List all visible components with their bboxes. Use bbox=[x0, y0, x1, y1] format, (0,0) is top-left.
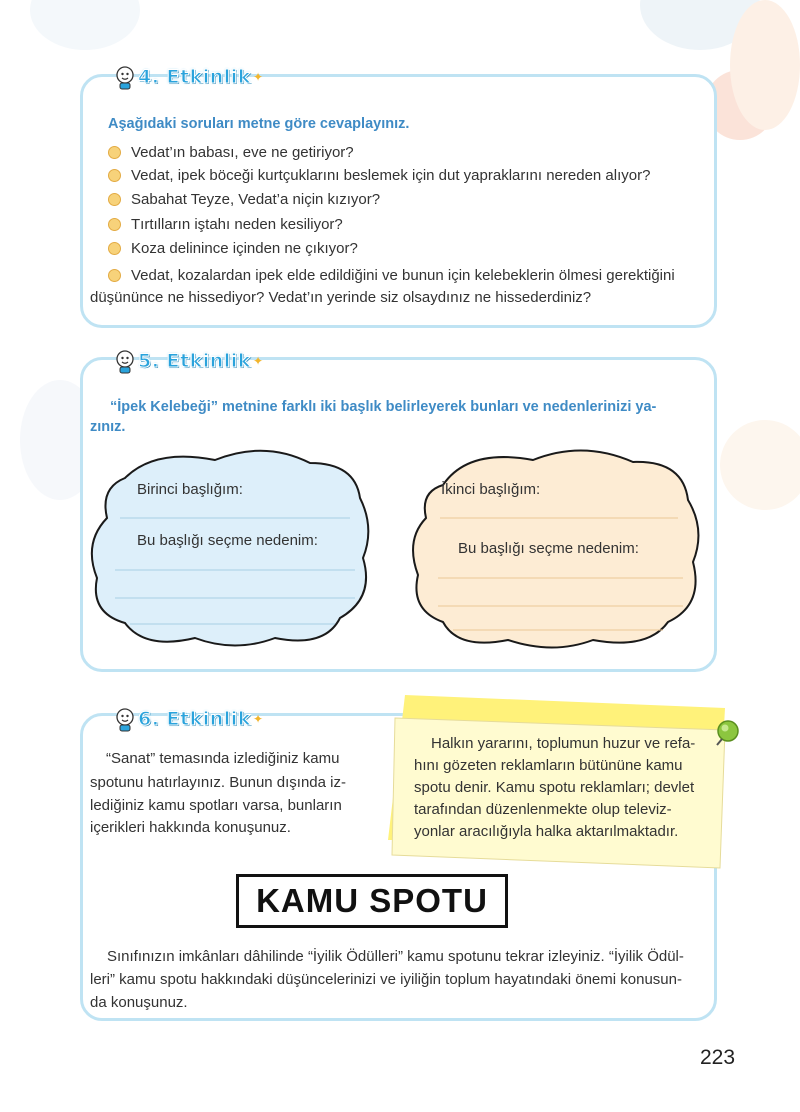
page-number: 223 bbox=[700, 1046, 736, 1069]
bullet-icon bbox=[108, 193, 121, 206]
background-dot bbox=[730, 0, 800, 130]
background-dot bbox=[720, 420, 800, 510]
question-text: Vedat, ipek böceği kurtçuklarını beslemek için dut yapraklarını nereden alıyor? bbox=[131, 167, 651, 184]
question-text: Vedat, kozalardan ipek elde edildiğini ve bunun için kelebeklerin ölmesi gerektiğini bbox=[131, 267, 675, 284]
activity-6-badge bbox=[112, 704, 263, 734]
bullet-icon bbox=[108, 218, 121, 231]
activity-6-text-line: “Sanat” temasında izlediğiniz kamu bbox=[106, 750, 340, 767]
question-text-continued: düşününce ne hissediyor? Vedat’ın yerinde siz olsaydınız ne hissederdiniz? bbox=[90, 289, 592, 306]
question-text: Koza delinince içinden ne çıkıyor? bbox=[131, 240, 358, 257]
activity-6-text-line: lediğiniz kamu spotları varsa, bunların bbox=[90, 797, 342, 814]
bullet-icon bbox=[108, 146, 121, 159]
activity-5-instruction-line2: zınız. bbox=[90, 419, 126, 435]
activity-6-badge-label: 6. Etkinlik bbox=[138, 708, 251, 730]
question-text: Vedat’ın babası, eve ne getiriyor? bbox=[131, 144, 354, 161]
note-text-line: tarafından düzenlenmekte olup televiz- bbox=[414, 801, 672, 818]
cloud-2-reason-label: Bu başlığı seçme nedenim: bbox=[458, 540, 639, 557]
bullet-icon bbox=[108, 169, 121, 182]
question-item bbox=[108, 191, 380, 208]
mascot-icon bbox=[112, 348, 138, 374]
activity-5-badge-label: 5. Etkinlik bbox=[138, 350, 251, 372]
activity-4-instruction: Aşağıdaki soruları metne göre cevaplayınız. bbox=[108, 116, 410, 132]
activity-6-text-line: içerikleri hakkında konuşunuz. bbox=[90, 819, 291, 836]
activity-4-badge-label: 4. Etkinlik bbox=[138, 66, 251, 88]
background-dot bbox=[30, 0, 140, 50]
bottom-text-line: da konuşunuz. bbox=[90, 994, 188, 1011]
cloud-1-title-label: Birinci başlığım: bbox=[137, 481, 243, 498]
question-item bbox=[108, 167, 650, 184]
activity-5-instruction-line1: “İpek Kelebeği” metnine farklı iki başlık belirleyerek bunları ve nedenlerinizi ya- bbox=[110, 399, 657, 415]
cloud-2-title-label: İkinci başlığım: bbox=[441, 481, 541, 498]
question-text: Sabahat Teyze, Vedat’a niçin kızıyor? bbox=[131, 191, 381, 208]
sparkle-icon: ✦ bbox=[252, 354, 264, 368]
bottom-text-line: Sınıfınızın imkânları dâhilinde “İyilik Ödülleri” kamu spotunu tekrar izleyiniz. “İyilik Ödül- bbox=[107, 948, 684, 965]
mascot-icon bbox=[112, 706, 138, 732]
mascot-icon bbox=[112, 64, 138, 90]
sparkle-icon: ✦ bbox=[252, 70, 264, 84]
note-text-line: spotu denir. Kamu spotu reklamları; devlet bbox=[414, 779, 695, 796]
activity-4-badge bbox=[112, 62, 263, 92]
pushpin-icon bbox=[713, 718, 743, 748]
question-item bbox=[108, 240, 358, 257]
sparkle-icon: ✦ bbox=[252, 712, 264, 726]
note-text-line: yonlar aracılığıyla halka aktarılmaktadır. bbox=[414, 823, 679, 840]
bullet-icon bbox=[108, 269, 121, 282]
activity-6-text-line: spotunu hatırlayınız. Bunun dışında iz- bbox=[90, 774, 346, 791]
bullet-icon bbox=[108, 242, 121, 255]
question-text: Tırtılların iştahı neden kesiliyor? bbox=[131, 216, 343, 233]
cloud-1-reason-label: Bu başlığı seçme nedenim: bbox=[137, 532, 318, 549]
question-item bbox=[108, 144, 354, 161]
bottom-text-line: leri” kamu spotu hakkındaki düşüncelerinizi ve iyiliğin toplum hayatındaki önemi konusun- bbox=[90, 971, 682, 988]
question-item bbox=[108, 216, 343, 233]
note-text-line: Halkın yararını, toplumun huzur ve refa- bbox=[431, 735, 696, 752]
kamu-spotu-title-box: KAMU SPOTU bbox=[236, 874, 508, 928]
question-item bbox=[108, 267, 675, 284]
note-text-line: hını gözeten reklamların bütününe kamu bbox=[414, 757, 683, 774]
activity-5-badge bbox=[112, 346, 263, 376]
